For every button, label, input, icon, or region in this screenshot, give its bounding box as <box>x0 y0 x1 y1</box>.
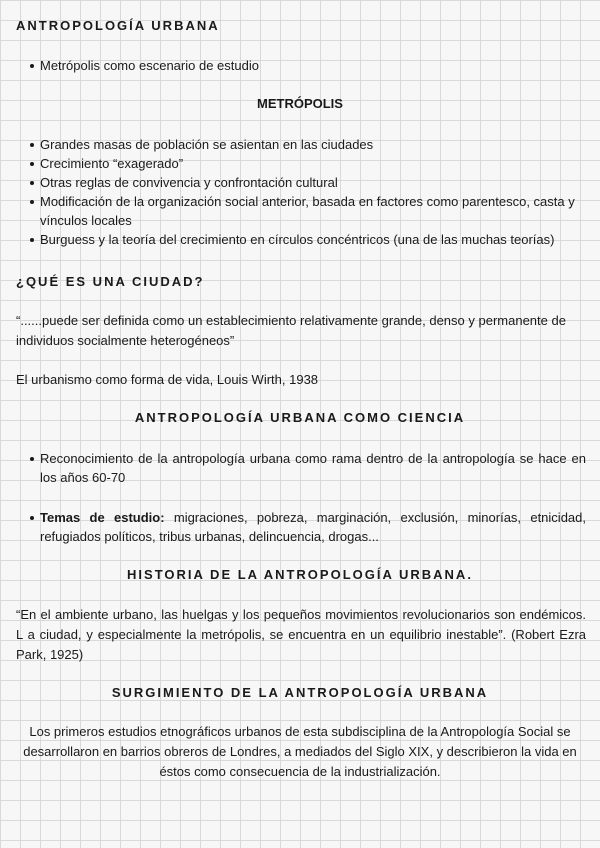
ciencia-list <box>16 449 586 487</box>
page-title: ANTROPOLOGÍA URBANA <box>16 18 220 33</box>
list-item: Modificación de la organización social anterior, basada en factores como parentesco, casta y vínculos locales <box>16 192 586 230</box>
list-item: Metrópolis como escenario de estudio <box>16 56 586 75</box>
historia-heading: HISTORIA DE LA ANTROPOLOGÍA URBANA. <box>127 567 473 582</box>
metropolis-list <box>16 135 586 249</box>
historia-quote: “En el ambiente urbano, las huelgas y los pequeños movimientos revolucionarios son endémicos. L a ciudad, y especialmente la metrópolis, se encuentra en un equilibrio inestable”. (Robert Ezra Park, 1925) <box>16 607 586 662</box>
ciudad-heading: ¿QUÉ ES UNA CIUDAD? <box>16 274 205 289</box>
surgimiento-text: Los primeros estudios etnográficos urbanos de esta subdisciplina de la Antropología Social se desarrollaron en barrios obreros de Londres, a mediados del Siglo XIX, y describieron la vida en éstos como consecuencia de la industrialización. <box>23 724 577 779</box>
list-item: Burguess y la teoría del crecimiento en círculos concéntricos (una de las muchas teorías) <box>16 230 586 249</box>
intro-list <box>16 56 586 75</box>
temas-label: Temas de estudio: <box>40 510 165 525</box>
temas-text: migraciones, pobreza, marginación, exclusión, minorías, etnicidad, refugiados políticos, tribus urbanas, delincuencia, drogas... <box>40 510 586 544</box>
list-item: Otras reglas de convivencia y confrontación cultural <box>16 173 586 192</box>
surgimiento-heading: SURGIMIENTO DE LA ANTROPOLOGÍA URBANA <box>111 685 489 700</box>
ciencia-list-2 <box>16 508 586 546</box>
ciudad-quote: “......puede ser definida como un establecimiento relativamente grande, denso y permanente de individuos socialmente heterogéneos” <box>16 313 566 348</box>
list-item: Reconocimiento de la antropología urbana como rama dentro de la antropología se hace en los años 60-70 <box>16 449 586 487</box>
list-item <box>16 508 586 546</box>
list-item: Crecimiento “exagerado” <box>16 154 586 173</box>
metropolis-heading: METRÓPOLIS <box>257 96 343 111</box>
ciencia-heading: ANTROPOLOGÍA URBANA COMO CIENCIA <box>134 410 466 425</box>
ciudad-source: El urbanismo como forma de vida, Louis Wirth, 1938 <box>16 372 319 387</box>
list-item: Grandes masas de población se asientan en las ciudades <box>16 135 586 154</box>
